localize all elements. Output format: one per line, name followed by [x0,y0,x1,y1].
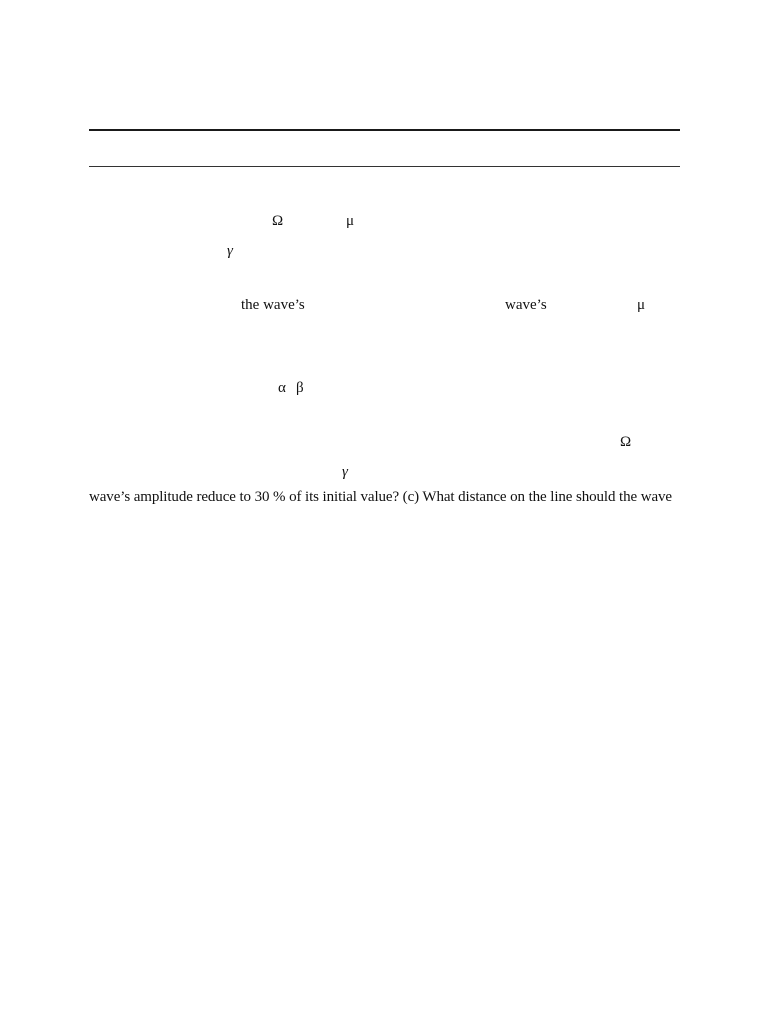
mu-symbol: μ [346,213,355,229]
mu-symbol-line3: μ [637,297,646,313]
beta-symbol: β [296,380,304,396]
body-text-line: wave’s amplitude reduce to 30 % of its initial value? (c) What distance on the line should the wave [89,489,672,505]
gamma-symbol-line6: γ [342,464,348,480]
top-horizontal-rule [89,129,680,131]
text-fragment-the-waves: the wave’s [241,297,305,313]
omega-symbol-line5: Ω [620,434,632,450]
omega-symbol: Ω [272,213,284,229]
alpha-symbol: α [278,380,286,396]
gamma-symbol: γ [227,243,233,259]
second-horizontal-rule [89,166,680,167]
text-fragment-waves: wave’s [505,297,547,313]
